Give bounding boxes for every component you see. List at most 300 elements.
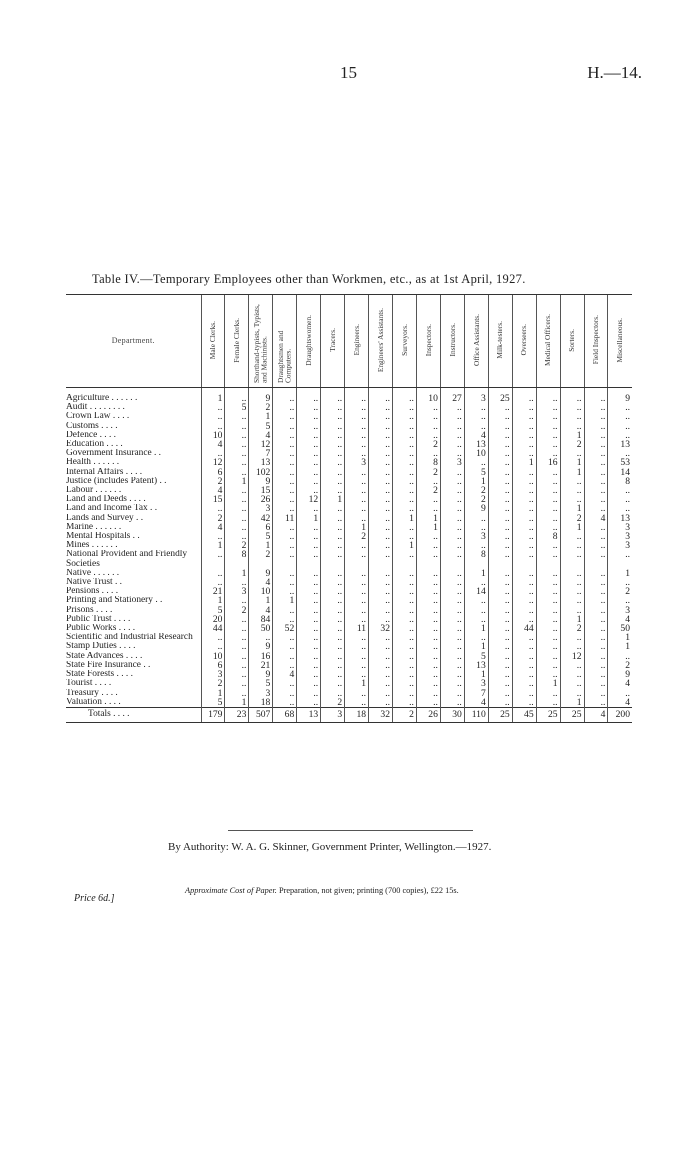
table-cell: ..	[608, 422, 632, 431]
table-cell: ..	[440, 596, 464, 605]
table-cell: ..	[584, 468, 608, 477]
table-cell: ..	[297, 449, 321, 458]
table-cell: ..	[225, 514, 249, 523]
table-cell: ..	[225, 495, 249, 504]
table-cell: ..	[464, 596, 488, 605]
table-cell: ..	[369, 596, 393, 605]
table-cell: ..	[297, 569, 321, 578]
table-cell: ..	[345, 431, 369, 440]
table-cell: ..	[560, 532, 584, 541]
table-row	[66, 587, 632, 596]
table-row	[66, 698, 632, 708]
table-cell: ..	[393, 403, 417, 412]
table-cell: ..	[512, 514, 536, 523]
table-cell: 1	[225, 569, 249, 578]
table-cell: 3	[464, 532, 488, 541]
table-cell: ..	[536, 698, 560, 708]
table-cell: ..	[560, 661, 584, 670]
table-cell: 1	[416, 523, 440, 532]
table-cell: ..	[416, 495, 440, 504]
table-cell: ..	[369, 689, 393, 698]
table-cell: 8	[536, 532, 560, 541]
table-cell: ..	[225, 504, 249, 513]
table-cell: 4	[584, 514, 608, 523]
table-cell: ..	[560, 606, 584, 615]
table-cell: 1	[201, 689, 225, 698]
table-cell: ..	[369, 523, 393, 532]
table-row	[66, 633, 632, 642]
table-cell: ..	[273, 698, 297, 708]
table-cell: ..	[536, 624, 560, 633]
department-name: Labour . . . . . .	[66, 486, 122, 496]
table-cell: ..	[488, 412, 512, 421]
table-cell: ..	[321, 642, 345, 651]
table-cell: ..	[273, 689, 297, 698]
table-cell: ..	[321, 596, 345, 605]
column-header	[560, 295, 584, 388]
department-name: Education . . . .	[66, 440, 123, 450]
table-cell: ..	[297, 477, 321, 486]
table-cell: ..	[560, 578, 584, 587]
table-cell: ..	[464, 412, 488, 421]
table-cell: ..	[560, 569, 584, 578]
table-cell: ..	[345, 642, 369, 651]
table-cell: ..	[321, 523, 345, 532]
table-cell: 2	[201, 477, 225, 486]
table-cell: ..	[273, 449, 297, 458]
table-cell: ..	[416, 679, 440, 688]
table-cell: ..	[321, 532, 345, 541]
table-cell: 2	[560, 440, 584, 449]
table-cell: ..	[584, 661, 608, 670]
table-cell: ..	[536, 541, 560, 550]
table-cell: 1	[608, 642, 632, 651]
table-cell: ..	[393, 596, 417, 605]
department-name: Crown Law . . . .	[66, 412, 130, 422]
table-cell: ..	[297, 486, 321, 495]
table-cell: ..	[560, 403, 584, 412]
table-cell: ..	[345, 689, 369, 698]
total-cell: 179	[201, 707, 225, 722]
table-cell: ..	[297, 403, 321, 412]
table-cell: ..	[345, 596, 369, 605]
table-cell: ..	[464, 403, 488, 412]
table-cell: ..	[345, 468, 369, 477]
table-cell: ..	[201, 422, 225, 431]
table-cell: 1	[608, 569, 632, 578]
table-cell: ..	[297, 689, 321, 698]
table-row	[66, 615, 632, 624]
table-cell: ..	[416, 615, 440, 624]
table-cell: ..	[584, 422, 608, 431]
table-cell: ..	[297, 440, 321, 449]
table-cell: 26	[249, 495, 273, 504]
table-cell: ..	[345, 486, 369, 495]
table-row	[66, 458, 632, 467]
table-cell: ..	[273, 422, 297, 431]
table-cell: ..	[536, 486, 560, 495]
totals-label: Totals . . . .	[66, 707, 201, 722]
table-cell: ..	[512, 504, 536, 513]
table-cell: ..	[488, 495, 512, 504]
table-cell: 7	[464, 689, 488, 698]
table-cell: 52	[273, 624, 297, 633]
table-cell: ..	[536, 477, 560, 486]
table-cell: ..	[369, 550, 393, 568]
table-cell: ..	[512, 449, 536, 458]
table-cell: ..	[225, 652, 249, 661]
table-cell: ..	[536, 661, 560, 670]
table-cell: ..	[464, 633, 488, 642]
table-row	[66, 670, 632, 679]
table-cell: 4	[201, 486, 225, 495]
table-cell: ..	[584, 440, 608, 449]
table-cell: 2	[416, 440, 440, 449]
department-name: Customs . . . .	[66, 421, 118, 431]
table-cell: ..	[393, 578, 417, 587]
table-cell: ..	[440, 624, 464, 633]
table-cell: ..	[393, 440, 417, 449]
table-cell: ..	[369, 514, 393, 523]
table-cell: ..	[297, 504, 321, 513]
table-cell: ..	[608, 403, 632, 412]
table-cell: ..	[512, 606, 536, 615]
table-cell: ..	[536, 514, 560, 523]
table-cell: ..	[488, 587, 512, 596]
table-cell: ..	[440, 550, 464, 568]
table-cell: ..	[369, 532, 393, 541]
table-cell: 5	[201, 698, 225, 708]
table-cell: ..	[584, 587, 608, 596]
table-cell: 10	[201, 652, 225, 661]
table-cell: ..	[297, 532, 321, 541]
table-cell: ..	[512, 578, 536, 587]
footer-rule	[228, 830, 473, 831]
table-cell: ..	[416, 569, 440, 578]
table-row	[66, 569, 632, 578]
table-cell: ..	[416, 652, 440, 661]
table-cell: ..	[321, 633, 345, 642]
table-cell: ..	[488, 569, 512, 578]
table-cell: ..	[584, 642, 608, 651]
table-cell: 1	[201, 541, 225, 550]
table-cell: ..	[536, 670, 560, 679]
table-cell: ..	[440, 523, 464, 532]
table-cell: 1	[560, 615, 584, 624]
table-cell: 4	[464, 431, 488, 440]
table-title: Table IV.—Temporary Employees other than Workmen, etc., as at 1st April, 1927.	[92, 272, 526, 286]
table-cell: ..	[512, 422, 536, 431]
table-row	[66, 596, 632, 605]
table-cell: ..	[345, 394, 369, 403]
column-header	[416, 295, 440, 388]
authority-line: By Authority: W. A. G. Skinner, Government Printer, Wellington.—1927.	[168, 841, 492, 853]
table-cell: ..	[608, 578, 632, 587]
table-cell: ..	[345, 606, 369, 615]
table-cell: ..	[488, 624, 512, 633]
table-cell: ..	[488, 661, 512, 670]
table-cell: ..	[369, 670, 393, 679]
table-cell: ..	[488, 403, 512, 412]
table-cell: ..	[488, 606, 512, 615]
table-cell: ..	[201, 412, 225, 421]
table-cell: ..	[440, 514, 464, 523]
table-cell: ..	[536, 642, 560, 651]
table-cell: ..	[225, 661, 249, 670]
table-cell: ..	[393, 504, 417, 513]
table-cell: ..	[584, 394, 608, 403]
table-cell: 2	[249, 550, 273, 568]
table-cell: ..	[488, 615, 512, 624]
table-cell: ..	[512, 569, 536, 578]
table-cell: ..	[560, 689, 584, 698]
table-cell: ..	[393, 624, 417, 633]
table-cell: 13	[608, 514, 632, 523]
table-cell: ..	[536, 587, 560, 596]
table-cell: 44	[201, 624, 225, 633]
table-cell: ..	[608, 689, 632, 698]
table-cell: ..	[201, 578, 225, 587]
table-cell: 50	[608, 624, 632, 633]
table-cell: ..	[488, 698, 512, 708]
table-cell: ..	[345, 661, 369, 670]
table-cell: ..	[560, 477, 584, 486]
price-note: Price 6d.]	[74, 893, 115, 904]
table-cell: ..	[369, 495, 393, 504]
table-cell: ..	[393, 477, 417, 486]
table-cell: ..	[297, 541, 321, 550]
table-cell: ..	[512, 661, 536, 670]
table-cell: ..	[584, 624, 608, 633]
table-cell: ..	[369, 541, 393, 550]
table-cell: ..	[225, 689, 249, 698]
table-cell: ..	[488, 532, 512, 541]
table-cell: 6	[201, 468, 225, 477]
table-cell: ..	[488, 541, 512, 550]
table-cell: ..	[297, 578, 321, 587]
table-cell: 2	[345, 532, 369, 541]
table-cell: ..	[512, 541, 536, 550]
table-cell: ..	[369, 504, 393, 513]
table-cell: ..	[560, 550, 584, 568]
table-cell: 15	[201, 495, 225, 504]
table-cell: ..	[512, 642, 536, 651]
column-header-label: Draughtsmen and Computers.	[276, 330, 293, 383]
table-cell: 3	[464, 679, 488, 688]
table-cell: ..	[488, 679, 512, 688]
table-cell: 10	[201, 431, 225, 440]
table-cell: ..	[369, 394, 393, 403]
table-cell: ..	[416, 431, 440, 440]
table-cell: ..	[584, 412, 608, 421]
table-cell: ..	[297, 394, 321, 403]
table-cell: 4	[249, 578, 273, 587]
department-name: National Provident and Friendly Societies	[66, 550, 188, 569]
column-header-label: Male Clerks.	[208, 320, 218, 359]
table-cell: ..	[345, 495, 369, 504]
table-cell: ..	[321, 394, 345, 403]
total-cell: 68	[273, 707, 297, 722]
table-cell: ..	[273, 440, 297, 449]
table-cell: ..	[488, 578, 512, 587]
table-cell: 4	[464, 698, 488, 708]
table-cell: ..	[488, 458, 512, 467]
column-header	[512, 295, 536, 388]
table-cell: 8	[608, 477, 632, 486]
table-cell: ..	[225, 458, 249, 467]
table-cell: 4	[201, 440, 225, 449]
total-cell: 507	[249, 707, 273, 722]
table-cell: ..	[321, 514, 345, 523]
table-cell: ..	[560, 679, 584, 688]
table-cell: 3	[608, 532, 632, 541]
table-cell: ..	[321, 578, 345, 587]
table-row	[66, 495, 632, 504]
table-cell: ..	[201, 504, 225, 513]
table-cell: ..	[560, 633, 584, 642]
department-name: Native Trust . .	[66, 578, 122, 588]
table-cell: 3	[201, 670, 225, 679]
table-cell: ..	[536, 596, 560, 605]
table-cell: ..	[225, 440, 249, 449]
table-cell: 21	[249, 661, 273, 670]
table-cell: 4	[608, 698, 632, 708]
table-cell: ..	[393, 486, 417, 495]
column-header-label: Surveyors.	[399, 323, 409, 356]
table-cell: ..	[584, 670, 608, 679]
table-cell: ..	[369, 642, 393, 651]
table-cell: ..	[488, 477, 512, 486]
table-cell: ..	[584, 606, 608, 615]
table-cell: ..	[297, 422, 321, 431]
table-cell: ..	[273, 468, 297, 477]
table-cell: ..	[201, 449, 225, 458]
table-header-row	[66, 295, 632, 388]
department-name: State Forests . . . .	[66, 670, 133, 680]
table-cell: ..	[297, 661, 321, 670]
table-cell: ..	[488, 642, 512, 651]
table-cell: ..	[536, 633, 560, 642]
column-header	[345, 295, 369, 388]
table-cell: 7	[249, 449, 273, 458]
table-cell: 2	[416, 486, 440, 495]
table-cell: 10	[416, 394, 440, 403]
table-cell: ..	[536, 431, 560, 440]
table-cell: ..	[273, 541, 297, 550]
table-cell: ..	[440, 532, 464, 541]
department-name: Internal Affairs . . . .	[66, 467, 143, 477]
table-cell: ..	[536, 394, 560, 403]
table-cell: ..	[369, 458, 393, 467]
table-row	[66, 523, 632, 532]
table-cell: 2	[249, 403, 273, 412]
table-cell: ..	[464, 578, 488, 587]
table-cell: ..	[273, 550, 297, 568]
table-cell: ..	[584, 495, 608, 504]
table-cell: ..	[416, 670, 440, 679]
table-cell: ..	[321, 652, 345, 661]
table-cell: ..	[440, 615, 464, 624]
column-header-label: Draughtswomen.	[303, 314, 313, 366]
department-name: Justice (includes Patent) . .	[66, 476, 167, 486]
table-cell: 9	[608, 394, 632, 403]
column-header-label: Inspectors.	[423, 323, 433, 357]
table-cell: ..	[560, 449, 584, 458]
department-name: Government Insurance . .	[66, 449, 162, 459]
column-header	[321, 295, 345, 388]
table-cell: ..	[584, 477, 608, 486]
table-cell: 1	[225, 477, 249, 486]
table-cell: 2	[608, 661, 632, 670]
total-cell: 110	[464, 707, 488, 722]
table-cell: 2	[225, 541, 249, 550]
table-cell: ..	[297, 550, 321, 568]
table-cell: ..	[440, 652, 464, 661]
column-header	[249, 295, 273, 388]
table-row	[66, 468, 632, 477]
table-cell: ..	[345, 587, 369, 596]
table-cell: ..	[369, 403, 393, 412]
table-cell: ..	[273, 578, 297, 587]
table-cell: ..	[488, 689, 512, 698]
table-cell: ..	[416, 422, 440, 431]
table-cell: ..	[273, 412, 297, 421]
table-cell: 1	[393, 541, 417, 550]
table-cell: 2	[560, 624, 584, 633]
table-cell: ..	[440, 440, 464, 449]
table-cell: ..	[273, 486, 297, 495]
table-cell: ..	[440, 468, 464, 477]
table-cell: ..	[464, 422, 488, 431]
table-cell: ..	[488, 550, 512, 568]
table-cell: 1	[249, 412, 273, 421]
table-row	[66, 689, 632, 698]
total-cell: 25	[536, 707, 560, 722]
table-cell: ..	[512, 477, 536, 486]
total-cell: 2	[393, 707, 417, 722]
department-name: Agriculture . . . . . .	[66, 394, 138, 403]
table-cell: ..	[273, 642, 297, 651]
table-cell: ..	[297, 596, 321, 605]
table-cell: ..	[584, 615, 608, 624]
table-cell: 1	[464, 624, 488, 633]
table-cell: ..	[345, 412, 369, 421]
table-cell: ..	[321, 615, 345, 624]
table-cell: ..	[512, 670, 536, 679]
column-header-label: Medical Officers.	[543, 313, 553, 366]
table-cell: ..	[488, 633, 512, 642]
table-cell: ..	[608, 495, 632, 504]
table-cell: ..	[416, 412, 440, 421]
table-cell: 25	[488, 394, 512, 403]
department-name: Public Trust . . . .	[66, 614, 131, 624]
total-cell: 23	[225, 707, 249, 722]
table-cell: ..	[464, 523, 488, 532]
table-cell: ..	[560, 394, 584, 403]
table-cell: 5	[225, 403, 249, 412]
cost-note-text: Preparation, not given; printing (700 copies), £22 15s.	[278, 886, 459, 895]
table-cell: ..	[584, 458, 608, 467]
table-cell: ..	[345, 514, 369, 523]
table-cell: ..	[393, 679, 417, 688]
department-name: Pensions . . . .	[66, 587, 119, 597]
table-cell: ..	[225, 679, 249, 688]
table-cell: 5	[249, 532, 273, 541]
table-cell: ..	[584, 569, 608, 578]
table-cell: 1	[608, 633, 632, 642]
table-cell: ..	[225, 578, 249, 587]
page-number: 15	[340, 63, 357, 82]
